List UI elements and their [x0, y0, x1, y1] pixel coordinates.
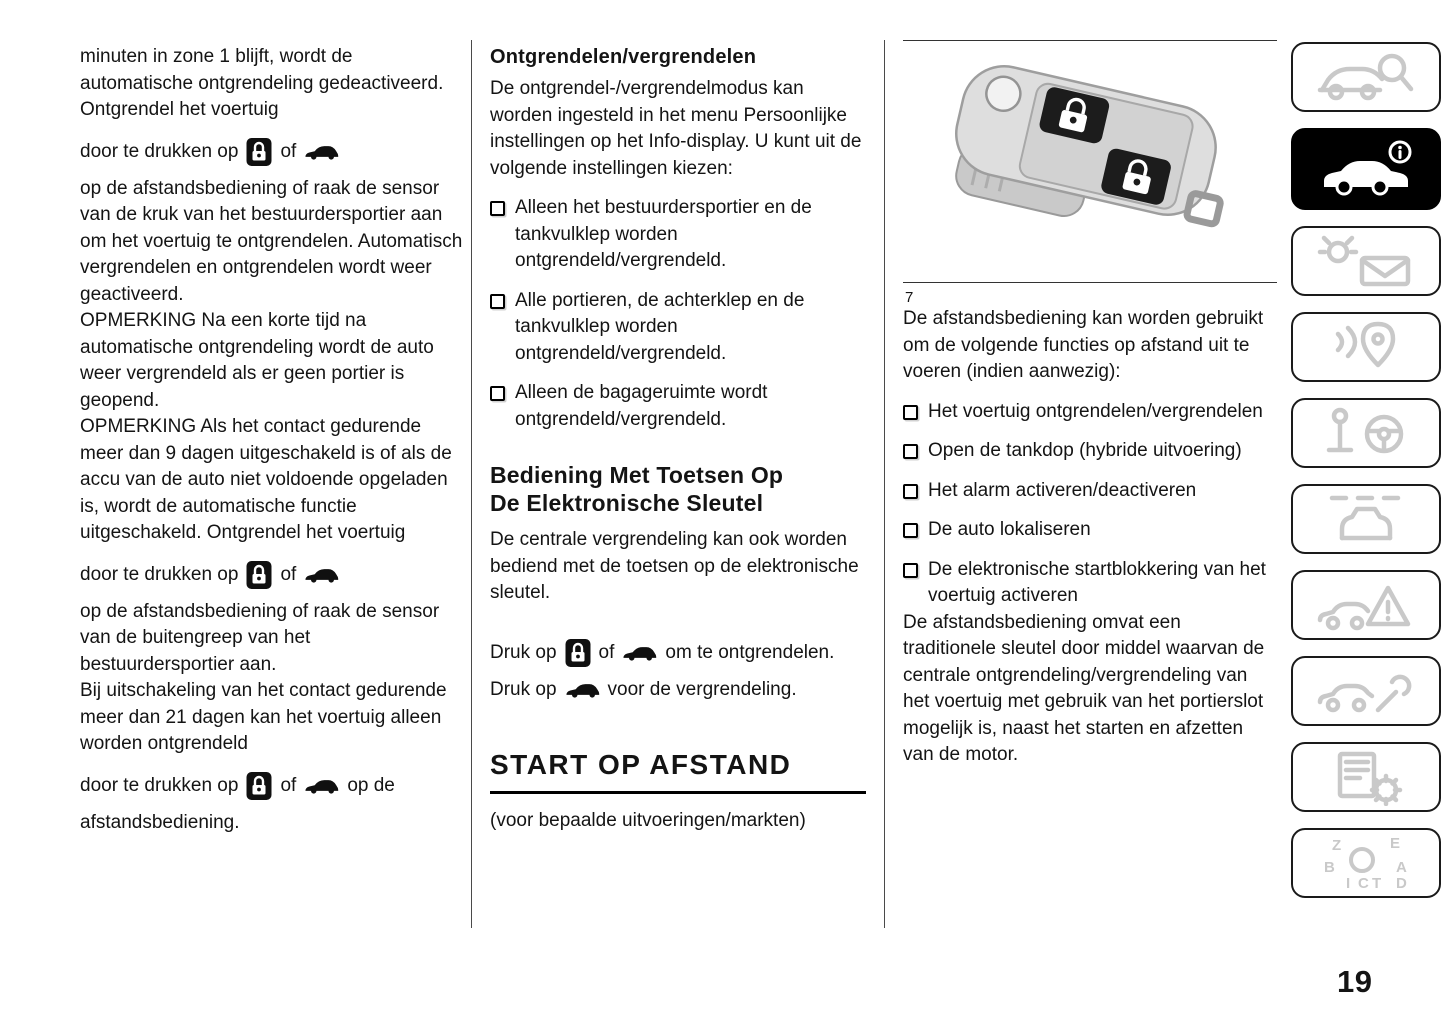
- page-number: 19: [1337, 964, 1373, 999]
- list-item: [903, 517, 1277, 544]
- car-wrench-icon: [1316, 662, 1416, 720]
- key-unlock-instruction: [490, 637, 866, 669]
- paragraph-21-days: Bij uitschakeling van het contact gedurende meer dan 21 dagen kan het voertuig alleen worden ontgrendeld: [80, 680, 447, 754]
- sidebar-item-emergency[interactable]: [1291, 570, 1441, 640]
- chapter-tab-sidebar: [1291, 42, 1441, 898]
- sidebar-item-knowing-vehicle[interactable]: [1291, 42, 1441, 112]
- section-heading-unlock-lock: Ontgrendelen/vergrendelen: [490, 46, 757, 68]
- car-warning-triangle-icon: [1316, 576, 1416, 634]
- list-item-text: Het alarm activeren/deactiveren: [928, 479, 1197, 501]
- car-info-icon: [1316, 137, 1416, 201]
- remote-key-illustration: [910, 53, 1270, 271]
- list-item-text: Het voertuig ontgrendelen/vergrendelen: [928, 400, 1263, 422]
- figure-number: 7: [905, 289, 914, 306]
- index-letter: C: [1358, 875, 1369, 892]
- paragraph-outer-handle: op de afstandsbediening of raak de sensor van de buitengreep van het bestuurdersportier aan.: [80, 600, 440, 675]
- square-bullet-icon: [490, 201, 505, 216]
- paragraph-traditional-key: De afstandsbediening omvat een traditionele sleutel door middel waarvan de centrale ontgrendeling/vergrendeling van het voertuig met gebruik van het portierslot mogelijk is, naast het starten en afzetten van de motor.: [903, 611, 1265, 765]
- sidebar-item-dashboard-info[interactable]: [1291, 128, 1441, 210]
- instruction-text: op de: [347, 774, 395, 796]
- unlock-instruction-line-3: [80, 770, 464, 802]
- right-column: [903, 40, 1277, 769]
- list-item: [903, 478, 1277, 505]
- sidebar-item-starting-driving[interactable]: [1291, 398, 1441, 468]
- paragraph-mode-settings: De ontgrendel-/vergrendelmodus kan worden ingesteld in het menu Persoonlijke instellingen op het Info-display. U kunt uit de volgende instellingen kiezen:: [490, 78, 862, 179]
- list-item: [490, 380, 866, 433]
- car-sensor-icon: [1316, 490, 1416, 548]
- car-remote-icon: [565, 682, 600, 698]
- sidebar-item-technical-data[interactable]: [1291, 742, 1441, 812]
- list-item: [490, 288, 866, 368]
- paragraph-central-locking: De centrale vergrendeling kan ook worden bediend met de toetsen op de elektronische sleutel.: [490, 529, 859, 603]
- lock-button-icon: [246, 136, 272, 168]
- figure-remote-key: [903, 40, 1277, 283]
- index-letter: D: [1396, 875, 1407, 892]
- list-item-text: De auto lokaliseren: [928, 519, 1091, 540]
- section-heading-remote-start: START OP AFSTAND: [490, 749, 866, 794]
- instruction-text: door te drukken op: [80, 563, 239, 585]
- sidebar-item-warning-lights-messages[interactable]: [1291, 226, 1441, 296]
- square-bullet-icon: [903, 484, 918, 499]
- lock-button-icon: [246, 559, 272, 591]
- unlock-instruction-line-2: [80, 559, 464, 591]
- middle-column: [490, 44, 866, 851]
- index-letter: I: [1346, 875, 1351, 892]
- sidebar-item-driver-assistance[interactable]: [1291, 484, 1441, 554]
- index-letter: B: [1324, 859, 1335, 876]
- instruction-text: of: [280, 774, 297, 796]
- sound-location-icon: [1316, 318, 1416, 376]
- unlock-instruction-line-1: [80, 136, 464, 168]
- square-bullet-icon: [490, 294, 505, 309]
- paragraph-auto-unlock: minuten in zone 1 blijft, wordt de automatische ontgrendeling gedeactiveerd. Ontgrendel het voertuig: [80, 46, 444, 120]
- list-item-text: Alle portieren, de achterklep en de tankvulklep worden ontgrendeld/vergrendeld.: [515, 289, 805, 364]
- instruction-text: door te drukken op: [80, 140, 239, 162]
- car-remote-icon: [304, 567, 339, 583]
- market-availability-note: (voor bepaalde uitvoeringen/markten): [490, 809, 806, 831]
- square-bullet-icon: [903, 563, 918, 578]
- document-gear-icon: [1316, 748, 1416, 806]
- square-bullet-icon: [903, 523, 918, 538]
- list-item: [903, 399, 1277, 426]
- instruction-text: of: [280, 140, 297, 162]
- car-remote-icon: [622, 645, 657, 661]
- index-letter: E: [1390, 835, 1401, 852]
- instruction-text: of: [598, 641, 615, 663]
- paragraph-remote-functions: De afstandsbediening kan worden gebruikt om de volgende functies op afstand uit te voeren (indien aanwezig):: [903, 308, 1264, 382]
- square-bullet-icon: [903, 444, 918, 459]
- column-divider: [884, 40, 885, 928]
- index-letter: Z: [1332, 837, 1342, 854]
- section-heading-key-buttons: Bediening Met Toetsen Op De Elektronische Sleutel: [490, 462, 784, 516]
- lock-button-icon: [565, 637, 591, 669]
- car-magnifier-icon: [1316, 48, 1416, 106]
- list-item-text: Open de tankdop (hybride uitvoering): [928, 440, 1242, 461]
- key-lock-instruction: [490, 677, 866, 703]
- car-remote-icon: [304, 778, 339, 794]
- instruction-text: of: [280, 563, 297, 585]
- paragraph-remote-end: afstandsbediening.: [80, 811, 240, 833]
- sidebar-item-multimedia-navigation[interactable]: [1291, 312, 1441, 382]
- list-item: [903, 557, 1277, 610]
- paragraph-note-9-days: OPMERKING Als het contact gedurende meer dan 9 dagen uitgeschakeld is of als de accu van de auto niet voldoende opgeladen is, wordt de automatische functie uitgeschakeld. Ontgrendel het voertuig: [80, 416, 452, 543]
- list-item: [490, 195, 866, 275]
- instruction-text: door te drukken op: [80, 774, 239, 796]
- sidebar-item-service-maintenance[interactable]: [1291, 656, 1441, 726]
- letters-index-icon: [1316, 834, 1416, 892]
- indicator-envelope-icon: [1316, 232, 1416, 290]
- column-divider: [471, 40, 472, 928]
- left-column: [80, 44, 464, 836]
- index-letter: T: [1372, 875, 1382, 892]
- gearshift-steering-icon: [1316, 404, 1416, 462]
- sidebar-item-alphabetical-index[interactable]: [1291, 828, 1441, 898]
- instruction-text: Druk op: [490, 641, 557, 663]
- list-item-text: De elektronische startblokkering van het voertuig activeren: [928, 558, 1266, 606]
- list-item-text: Alleen het bestuurdersportier en de tankvulklep worden ontgrendeld/vergrendeld.: [515, 197, 812, 271]
- instruction-text: om te ontgrendelen.: [665, 641, 835, 663]
- square-bullet-icon: [903, 405, 918, 420]
- paragraph-note-relock: OPMERKING Na een korte tijd na automatische ontgrendeling wordt de auto weer vergrendeld als er geen portier is geopend.: [80, 310, 434, 411]
- square-bullet-icon: [490, 386, 505, 401]
- car-remote-icon: [304, 144, 339, 160]
- index-letter: A: [1396, 859, 1407, 876]
- instruction-text: voor de vergrendeling.: [607, 678, 797, 700]
- list-item-text: Alleen de bagageruimte wordt ontgrendeld/vergrendeld.: [515, 382, 768, 430]
- instruction-text: Druk op: [490, 678, 557, 700]
- paragraph-sensor-unlock: op de afstandsbediening of raak de sensor van de kruk van het bestuurdersportier aan om het voertuig te ontgrendelen. Automatisch vergrendelen en ontgrendelen wordt weer geactiveerd.: [80, 177, 463, 305]
- lock-button-icon: [246, 770, 272, 802]
- list-item: [903, 438, 1277, 465]
